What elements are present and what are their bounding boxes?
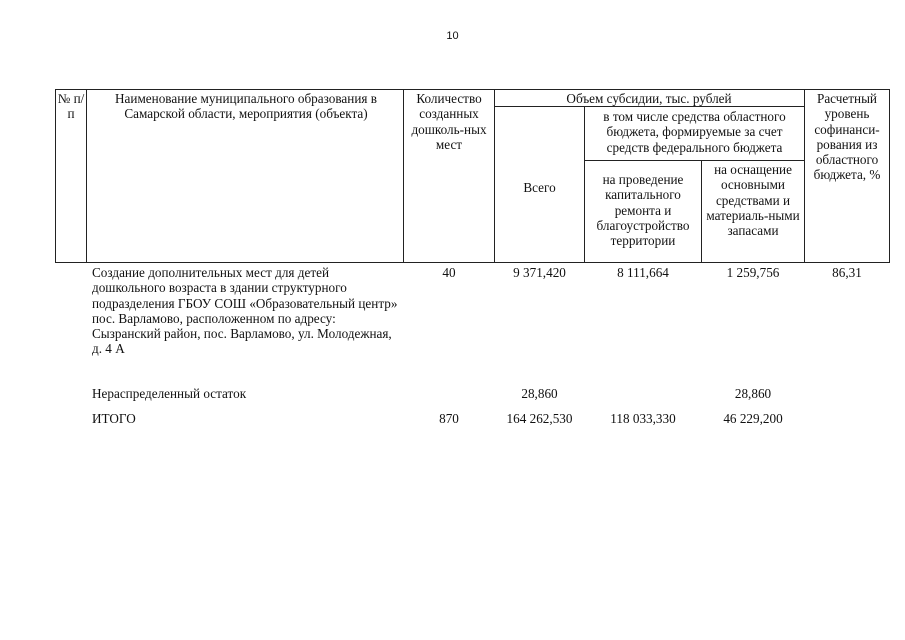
row-equipment: 1 259,756: [726, 265, 780, 280]
row-name: Создание дополнительных мест для детей дошкольного возраста в здании структурного подразделения ГБОУ СОШ «Образовательный центр» пос. Варламово, расположенном по адресу: Сызранский район, пос. Варламово, ул. Молодежная, д. 4 А: [92, 265, 398, 357]
row-name: ИТОГО: [92, 411, 136, 426]
row-equipment: 28,860: [734, 386, 772, 401]
row-repair: 8 111,664: [617, 265, 669, 280]
col-border-name: [403, 89, 404, 263]
header-bottom-border: [55, 262, 890, 263]
header-rate: Расчетный уровень софинанси-рования из областного бюджета, %: [813, 91, 881, 183]
header-including-divider: [584, 160, 804, 161]
row-places: 40: [442, 265, 456, 280]
row-rate: 86,31: [832, 265, 862, 280]
header-including: в том числе средства областного бюджета, формируемые за счет средств федерального бюджета: [603, 109, 786, 155]
row-name: Нераспределенный остаток: [92, 386, 247, 401]
col-border-total: [584, 106, 585, 263]
table-top-border: [55, 89, 890, 90]
col-border-places: [494, 89, 495, 263]
row-equipment: 46 229,200: [723, 411, 783, 426]
header-places: Количество созданных дошколь-ных мест: [411, 91, 487, 152]
row-repair: 118 033,330: [610, 411, 676, 426]
col-border-right: [889, 89, 890, 263]
col-border-num: [86, 89, 87, 263]
header-name: Наименование муниципального образования в Самарской области, мероприятия (объекта): [115, 91, 377, 122]
header-subsidy-volume: Объем субсидии, тыс. рублей: [566, 91, 732, 106]
row-total: 164 262,530: [506, 411, 573, 426]
row-total: 9 371,420: [513, 265, 566, 280]
row-places: 870: [439, 411, 459, 426]
header-total: Всего: [523, 180, 556, 195]
header-repair: на проведение капитального ремонта и благоустройство территории: [596, 172, 690, 249]
col-border-left: [55, 89, 56, 263]
col-border-repair: [701, 160, 702, 263]
header-num: № п/п: [57, 91, 85, 122]
page-number: 10: [446, 30, 459, 42]
row-total: 28,860: [521, 386, 558, 401]
header-equipment: на оснащение основными средствами и материаль-ными запасами: [706, 162, 800, 239]
col-border-equipment: [804, 89, 805, 263]
